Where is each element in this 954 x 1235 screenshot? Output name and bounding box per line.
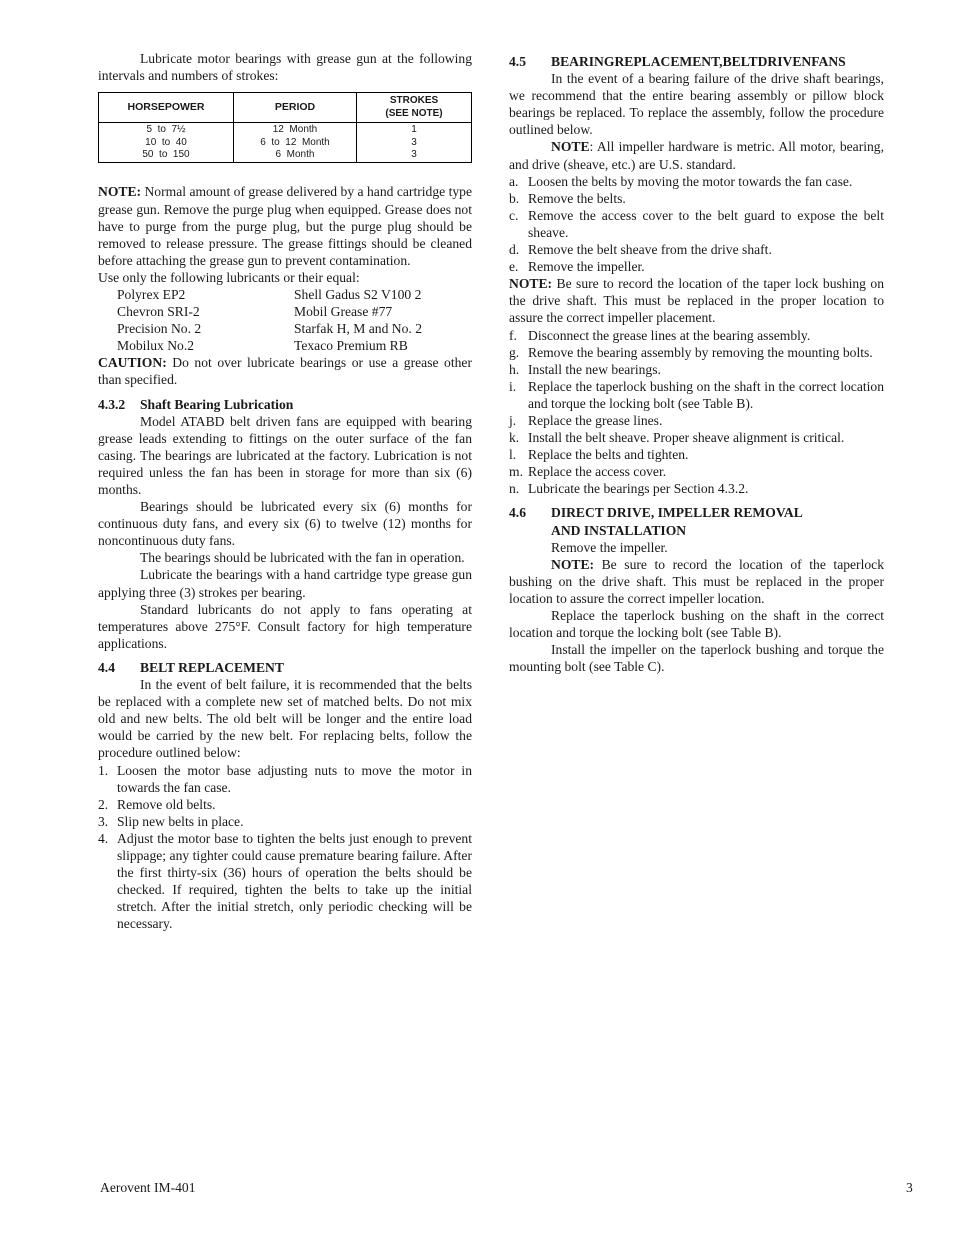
list-item (509, 173, 884, 190)
metric-note (509, 138, 884, 172)
list-marker: k. (509, 430, 520, 446)
footer-page-number: 3 (906, 1180, 913, 1195)
section-number: 4.3.2 (98, 396, 126, 412)
lubricant-item: Precision No. 2 (117, 321, 202, 337)
section-heading-4-4 (98, 659, 472, 676)
list-text: Loosen the belts by moving the motor towards the fan case. (528, 173, 853, 189)
list-marker: c. (509, 207, 519, 223)
list-marker: e. (509, 259, 519, 275)
list-marker: 3. (98, 813, 109, 829)
list-text: Disconnect the grease lines at the bearing assembly. (528, 327, 811, 343)
note-text: Normal amount of grease delivered by a hand cartridge type grease gun. Remove the purge plug when equipped. Grease does not have to purge from the purge plug, but the purge plug should be removed to release pressure. The grease fittings should be cleaned before attaching the grease gun to prevent contamination. (98, 184, 472, 268)
lubricant-item: Shell Gadus S2 V100 2 (294, 286, 422, 302)
right-column (509, 50, 884, 675)
body-paragraph: The bearings should be lubricated with the fan in operation. (140, 550, 465, 566)
list-item (98, 762, 472, 796)
period-value: 6 Month (275, 149, 315, 160)
lubricant-item: Texaco Premium RB (294, 338, 408, 354)
caution-paragraph (98, 354, 472, 388)
list-marker: 4. (98, 830, 109, 846)
list-text: Adjust the motor base to tighten the belts just enough to prevent slippage; any tighter could cause premature bearing failure. After the first thirty-six (36) hours of operation the belts should be checked. If required, tighten the belts to take up the initial stretch. After the initial stretch, only periodic checking will be necessary. (117, 830, 472, 932)
table-header-row (99, 93, 472, 123)
list-item (509, 361, 884, 378)
list-text: Remove the access cover to the belt guard to expose the belt sheave. (528, 207, 884, 240)
col-header-strokes: STROKES (SEE NOTE) (357, 93, 472, 123)
caution-label: CAUTION: (98, 355, 167, 371)
list-text: Lubricate the bearings per Section 4.3.2. (528, 481, 749, 497)
strokes-value: 1 (411, 124, 417, 136)
list-text: Install the belt sheave. Proper sheave alignment is critical. (528, 430, 845, 446)
section-title: BEARINGREPLACEMENT,BELTDRIVENFANS (551, 54, 846, 69)
list-item (509, 378, 884, 412)
list-item (509, 463, 884, 480)
list-item (509, 190, 884, 207)
list-item (509, 429, 884, 446)
list-item (509, 327, 884, 344)
list-text: Remove the belt sheave from the drive shaft. (528, 242, 772, 258)
list-text: Replace the belts and tighten. (528, 447, 689, 463)
section-number: 4.5 (509, 54, 526, 69)
body-paragraph: In the event of a bearing failure of the drive shaft bearings, we recommend that the entire bearing assembly or pillow block bearings be replaced. To replace the assembly, follow the procedure outlined below. (509, 71, 884, 138)
list-marker: h. (509, 361, 520, 377)
section-title: Shaft Bearing Lubrication (140, 396, 294, 412)
col-header-horsepower: HORSEPOWER (99, 93, 234, 123)
list-item (98, 830, 472, 933)
list-marker: 2. (98, 796, 109, 812)
body-paragraph: Standard lubricants do not apply to fans operating at temperatures above 275°F. Consult factory for high temperature applications. (98, 601, 472, 651)
period-cell (234, 123, 357, 163)
list-text: Replace the grease lines. (528, 412, 663, 428)
grease-note (98, 183, 472, 268)
list-marker: n. (509, 481, 520, 497)
section-title-line: DIRECT DRIVE, IMPELLER REMOVAL (551, 505, 803, 521)
lubricant-list (98, 286, 472, 354)
list-item (98, 796, 472, 813)
list-marker: l. (509, 447, 517, 463)
list-marker: b. (509, 190, 520, 206)
list-text: Remove old belts. (117, 796, 216, 812)
body-paragraph: In the event of belt failure, it is recommended that the belts be replaced with a complete new set of matched belts. Do not mix old and new belts. The old belt will be longer and the entire load would be carried by the new belt. For replacing belts, follow the procedure outlined below: (98, 677, 472, 761)
list-marker: m. (509, 464, 523, 480)
note-label: NOTE: (551, 556, 595, 572)
section-number: 4.4 (98, 659, 115, 675)
list-text: Loosen the motor base adjusting nuts to move the motor in towards the fan case. (117, 762, 472, 795)
note-label: NOTE (551, 139, 590, 155)
list-text: Remove the bearing assembly by removing the mounting bolts. (528, 344, 873, 360)
list-text: Replace the access cover. (528, 464, 667, 480)
period-value: 6 to 12 Month (260, 136, 330, 148)
caution-text: Do not over lubricate bearings or use a grease other than specified. (98, 355, 472, 388)
strokes-value: 3 (411, 149, 417, 160)
section-heading-4-5 (509, 53, 884, 70)
strokes-cell (357, 123, 472, 163)
left-column (98, 50, 472, 932)
note-text: Be sure to record the location of the taperlock bushing on the drive shaft. This must be replaced in the proper location to assure the correct impeller location. (509, 556, 884, 606)
list-text: Install the new bearings. (528, 361, 661, 377)
lubrication-table (98, 92, 472, 163)
list-marker: d. (509, 242, 520, 258)
list-text: Replace the taperlock bushing on the shaft in the correct location and torque the locking bolt (see Table B). (528, 378, 884, 411)
lubricant-item: Polyrex EP2 (117, 286, 186, 302)
period-value: 12 Month (272, 124, 318, 136)
body-paragraph: Bearings should be lubricated every six (6) months for continuous duty fans, and every six (6) to twelve (12) months for noncontinuous duty fans. (98, 499, 472, 549)
list-marker: j. (509, 412, 517, 428)
list-item (509, 258, 884, 275)
body-paragraph: Replace the taperlock bushing on the shaft in the correct location and torque the locking bolt (see Table B). (509, 608, 884, 641)
section-heading-4-3-2 (98, 396, 472, 413)
bushing-note (509, 556, 884, 607)
hp-value: 50 to 150 (142, 149, 190, 160)
body-paragraph: Lubricate the bearings with a hand cartridge type grease gun applying three (3) strokes per bearing. (98, 567, 472, 600)
list-text: Remove the belts. (528, 190, 626, 206)
list-text: Remove the impeller. (528, 259, 645, 275)
list-marker: g. (509, 344, 520, 360)
section-heading-4-6 (509, 504, 884, 538)
list-marker: a. (509, 173, 519, 189)
body-paragraph: Install the impeller on the taperlock bushing and torque the mounting bolt (see Table C). (509, 642, 884, 675)
note-label: NOTE: (98, 184, 142, 200)
hp-value: 5 to 7½ (146, 124, 186, 136)
list-item (509, 241, 884, 258)
col-header-period: PERIOD (234, 93, 357, 123)
section-title: BELT REPLACEMENT (140, 659, 284, 675)
use-only-line: Use only the following lubricants or their equal: (98, 269, 360, 285)
lubricant-item: Mobilux No.2 (117, 338, 195, 354)
list-item (509, 446, 884, 463)
section-title-line: AND INSTALLATION (551, 522, 687, 538)
section-number: 4.6 (509, 505, 526, 521)
list-item (509, 480, 884, 497)
hp-cell (99, 123, 234, 163)
hp-value: 10 to 40 (145, 136, 187, 148)
note-text: : All impeller hardware is metric. All motor, bearing, and drive (sheave, etc.) are U.S. standard. (509, 139, 884, 172)
body-paragraph: Model ATABD belt driven fans are equipped with bearing grease leads extending to fittings on the outer surface of the fan casing. The bearings are lubricated at the factory. Lubrication is not required unless the fan has been in storage for more than six (6) months. (98, 413, 472, 497)
note-label: NOTE: (509, 276, 553, 292)
list-item (509, 412, 884, 429)
strokes-value: 3 (411, 136, 417, 148)
lubricant-item: Mobil Grease #77 (294, 304, 393, 320)
intro-paragraph: Lubricate motor bearings with grease gun at the following intervals and numbers of strokes: (98, 51, 472, 84)
list-item (98, 813, 472, 830)
list-marker: 1. (98, 762, 109, 778)
note-text: Be sure to record the location of the taper lock bushing on the drive shaft. This must be replaced in the proper location to assure the correct impeller placement. (509, 276, 884, 326)
list-text: Slip new belts in place. (117, 813, 244, 829)
body-paragraph: Remove the impeller. (551, 539, 668, 555)
list-marker: i. (509, 378, 517, 394)
lubricant-item: Starfak H, M and No. 2 (294, 321, 422, 337)
list-marker: f. (509, 327, 517, 343)
footer-document-id: Aerovent IM-401 (100, 1180, 196, 1195)
lubricant-item: Chevron SRI-2 (117, 304, 200, 320)
section-title (551, 504, 803, 538)
list-item (509, 344, 884, 361)
table-row (99, 123, 472, 163)
list-item (509, 207, 884, 241)
bushing-note (509, 275, 884, 326)
